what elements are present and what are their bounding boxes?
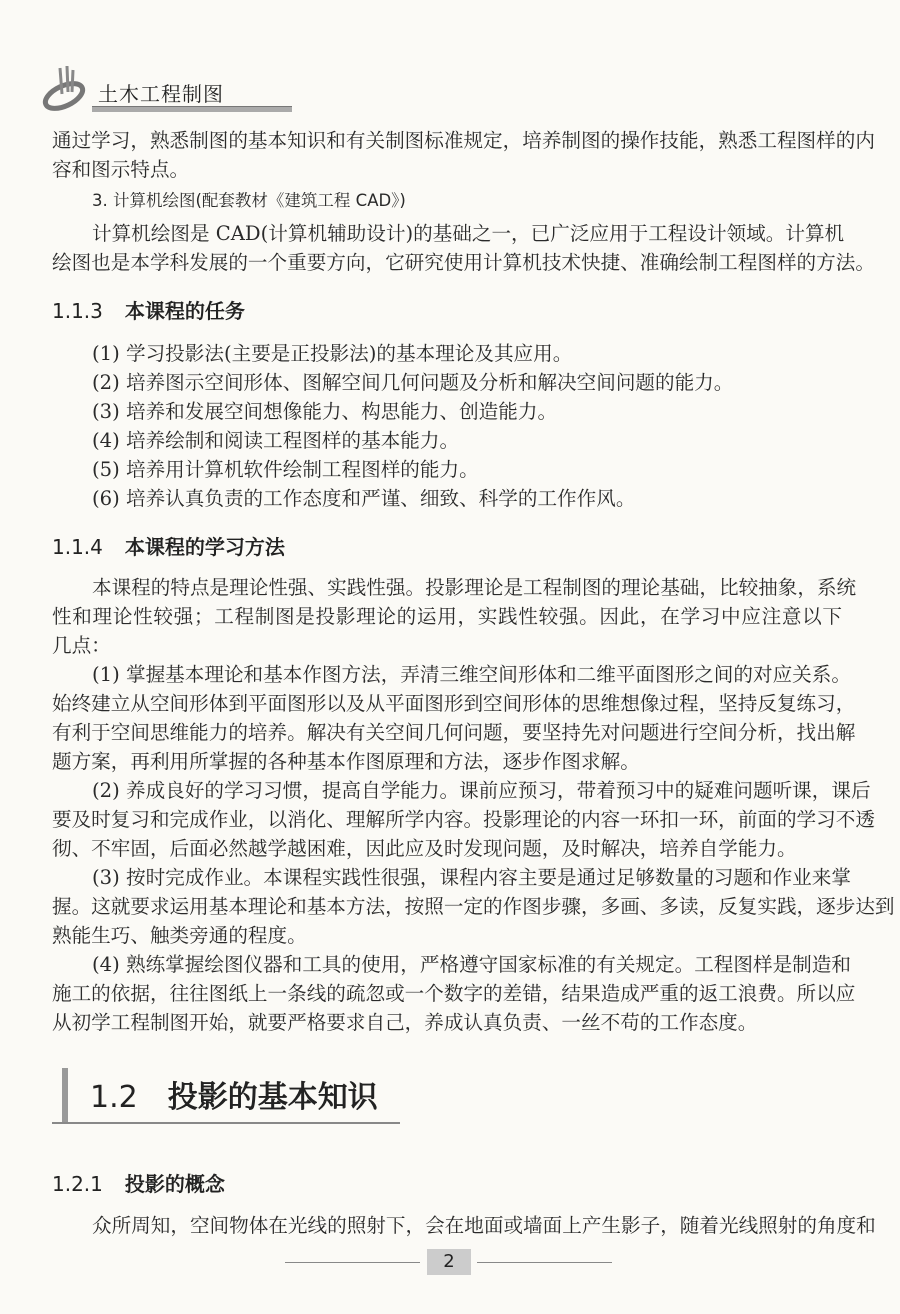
task-list — [52, 339, 842, 513]
section-number: 1.2 — [90, 1080, 138, 1115]
projection-paragraph — [52, 1211, 876, 1240]
text-line: (2) 养成良好的学习习惯，提高自学能力。课前应预习，带着预习中的疑难问题听课，课后 — [92, 779, 871, 802]
section-heading-1-2-1 — [52, 1168, 225, 1197]
running-header — [40, 62, 260, 112]
text-line: (3) 按时完成作业。本课程实践性很强，课程内容主要是通过足够数量的习题和作业来掌 — [92, 866, 851, 889]
section-number: 1.2.1 — [52, 1172, 103, 1196]
section-heading-1-1-4 — [52, 531, 285, 560]
subsection-3-title: 3. 计算机绘图(配套教材《建筑工程 CAD》) — [92, 191, 406, 210]
heading-bar — [62, 1068, 68, 1124]
list-item: (6) 培养认真负责的工作态度和严谨、细致、科学的工作作风。 — [92, 487, 636, 510]
list-item: (2) 培养图示空间形体、图解空间几何问题及分析和解决空间问题的能力。 — [92, 371, 734, 394]
text-line: 众所周知，空间物体在光线的照射下，会在地面或墙面上产生影子，随着光线照射的角度和 — [92, 1214, 876, 1237]
text-line: 性和理论性较强；工程制图是投影理论的运用，实践性较强。因此，在学习中应注意以下 — [52, 605, 842, 628]
text-line: (4) 熟练掌握绘图仪器和工具的使用，严格遵守国家标准的有关规定。工程图样是制造和 — [92, 953, 851, 976]
text-line: 握。这就要求运用基本理论和基本方法，按照一定的作图步骤，多画、多读，反复实践，逐步达到 — [52, 895, 895, 918]
text-line: 施工的依据，往往图纸上一条线的疏忽或一个数字的差错，结果造成严重的返工浪费。所以应 — [52, 982, 856, 1005]
text-line: 绘图也是本学科发展的一个重要方向，它研究使用计算机技术快捷、准确绘制工程图样的方法。 — [52, 251, 875, 274]
text-line: 本课程的特点是理论性强、实践性强。投影理论是工程制图的理论基础，比较抽象，系统 — [92, 576, 857, 599]
text-line: 从初学工程制图开始，就要严格要求自己，养成认真负责、一丝不苟的工作态度。 — [52, 1011, 758, 1034]
text-line: 有利于空间思维能力的培养。解决有关空间几何问题，要坚持先对问题进行空间分析，找出解 — [52, 721, 856, 744]
header-rule — [92, 106, 292, 112]
text-line: 容和图示特点。 — [52, 158, 190, 181]
text-line: (1) 掌握基本理论和基本作图方法，弄清三维空间形体和二维平面图形之间的对应关系。 — [92, 663, 851, 686]
page-number: 2 — [427, 1249, 471, 1275]
section-title: 本课程的任务 — [124, 299, 245, 323]
method-paragraphs — [52, 573, 895, 1037]
footer-rule — [285, 1262, 420, 1263]
footer-rule — [477, 1262, 612, 1263]
text-line: 始终建立从空间形体到平面图形以及从平面图形到空间形体的思维想像过程，坚持反复练习， — [52, 692, 856, 715]
section-title: 投影的基本知识 — [167, 1080, 378, 1115]
book-title: 土木工程制图 — [98, 82, 224, 106]
text-line: 熟能生巧、触类旁通的程度。 — [52, 924, 307, 947]
list-item: (4) 培养绘制和阅读工程图样的基本能力。 — [92, 429, 460, 452]
text-line: 通过学习，熟悉制图的基本知识和有关制图标准规定，培养制图的操作技能，熟悉工程图样的内 — [52, 129, 875, 152]
section-heading-1-1-3 — [52, 295, 245, 324]
text-line: 几点： — [52, 634, 111, 657]
heading-rule — [52, 1122, 400, 1124]
list-item: (5) 培养用计算机软件绘制工程图样的能力。 — [92, 458, 479, 481]
subsection-3-paragraph — [52, 219, 875, 277]
section-number: 1.1.4 — [52, 535, 103, 559]
intro-paragraph — [52, 126, 875, 184]
text-line: 要及时复习和完成作业，以消化、理解所学内容。投影理论的内容一环扣一环，前面的学习不透 — [52, 808, 875, 831]
book-logo-icon — [40, 62, 92, 112]
list-item: (1) 学习投影法(主要是正投影法)的基本理论及其应用。 — [92, 342, 573, 365]
section-title: 投影的概念 — [124, 1172, 225, 1196]
text-line: 计算机绘图是 CAD(计算机辅助设计)的基础之一，已广泛应用于工程设计领域。计算机 — [92, 222, 845, 245]
text-line: 题方案，再利用所掌握的各种基本作图原理和方法，逐步作图求解。 — [52, 750, 640, 773]
list-item: (3) 培养和发展空间想像能力、构思能力、创造能力。 — [92, 400, 558, 423]
section-heading-1-2 — [62, 1068, 402, 1124]
section-title: 本课程的学习方法 — [124, 535, 285, 559]
text-line: 彻、不牢固，后面必然越学越困难，因此应及时发现问题，及时解决，培养自学能力。 — [52, 837, 797, 860]
page-footer — [285, 1253, 615, 1273]
section-number: 1.1.3 — [52, 299, 103, 323]
